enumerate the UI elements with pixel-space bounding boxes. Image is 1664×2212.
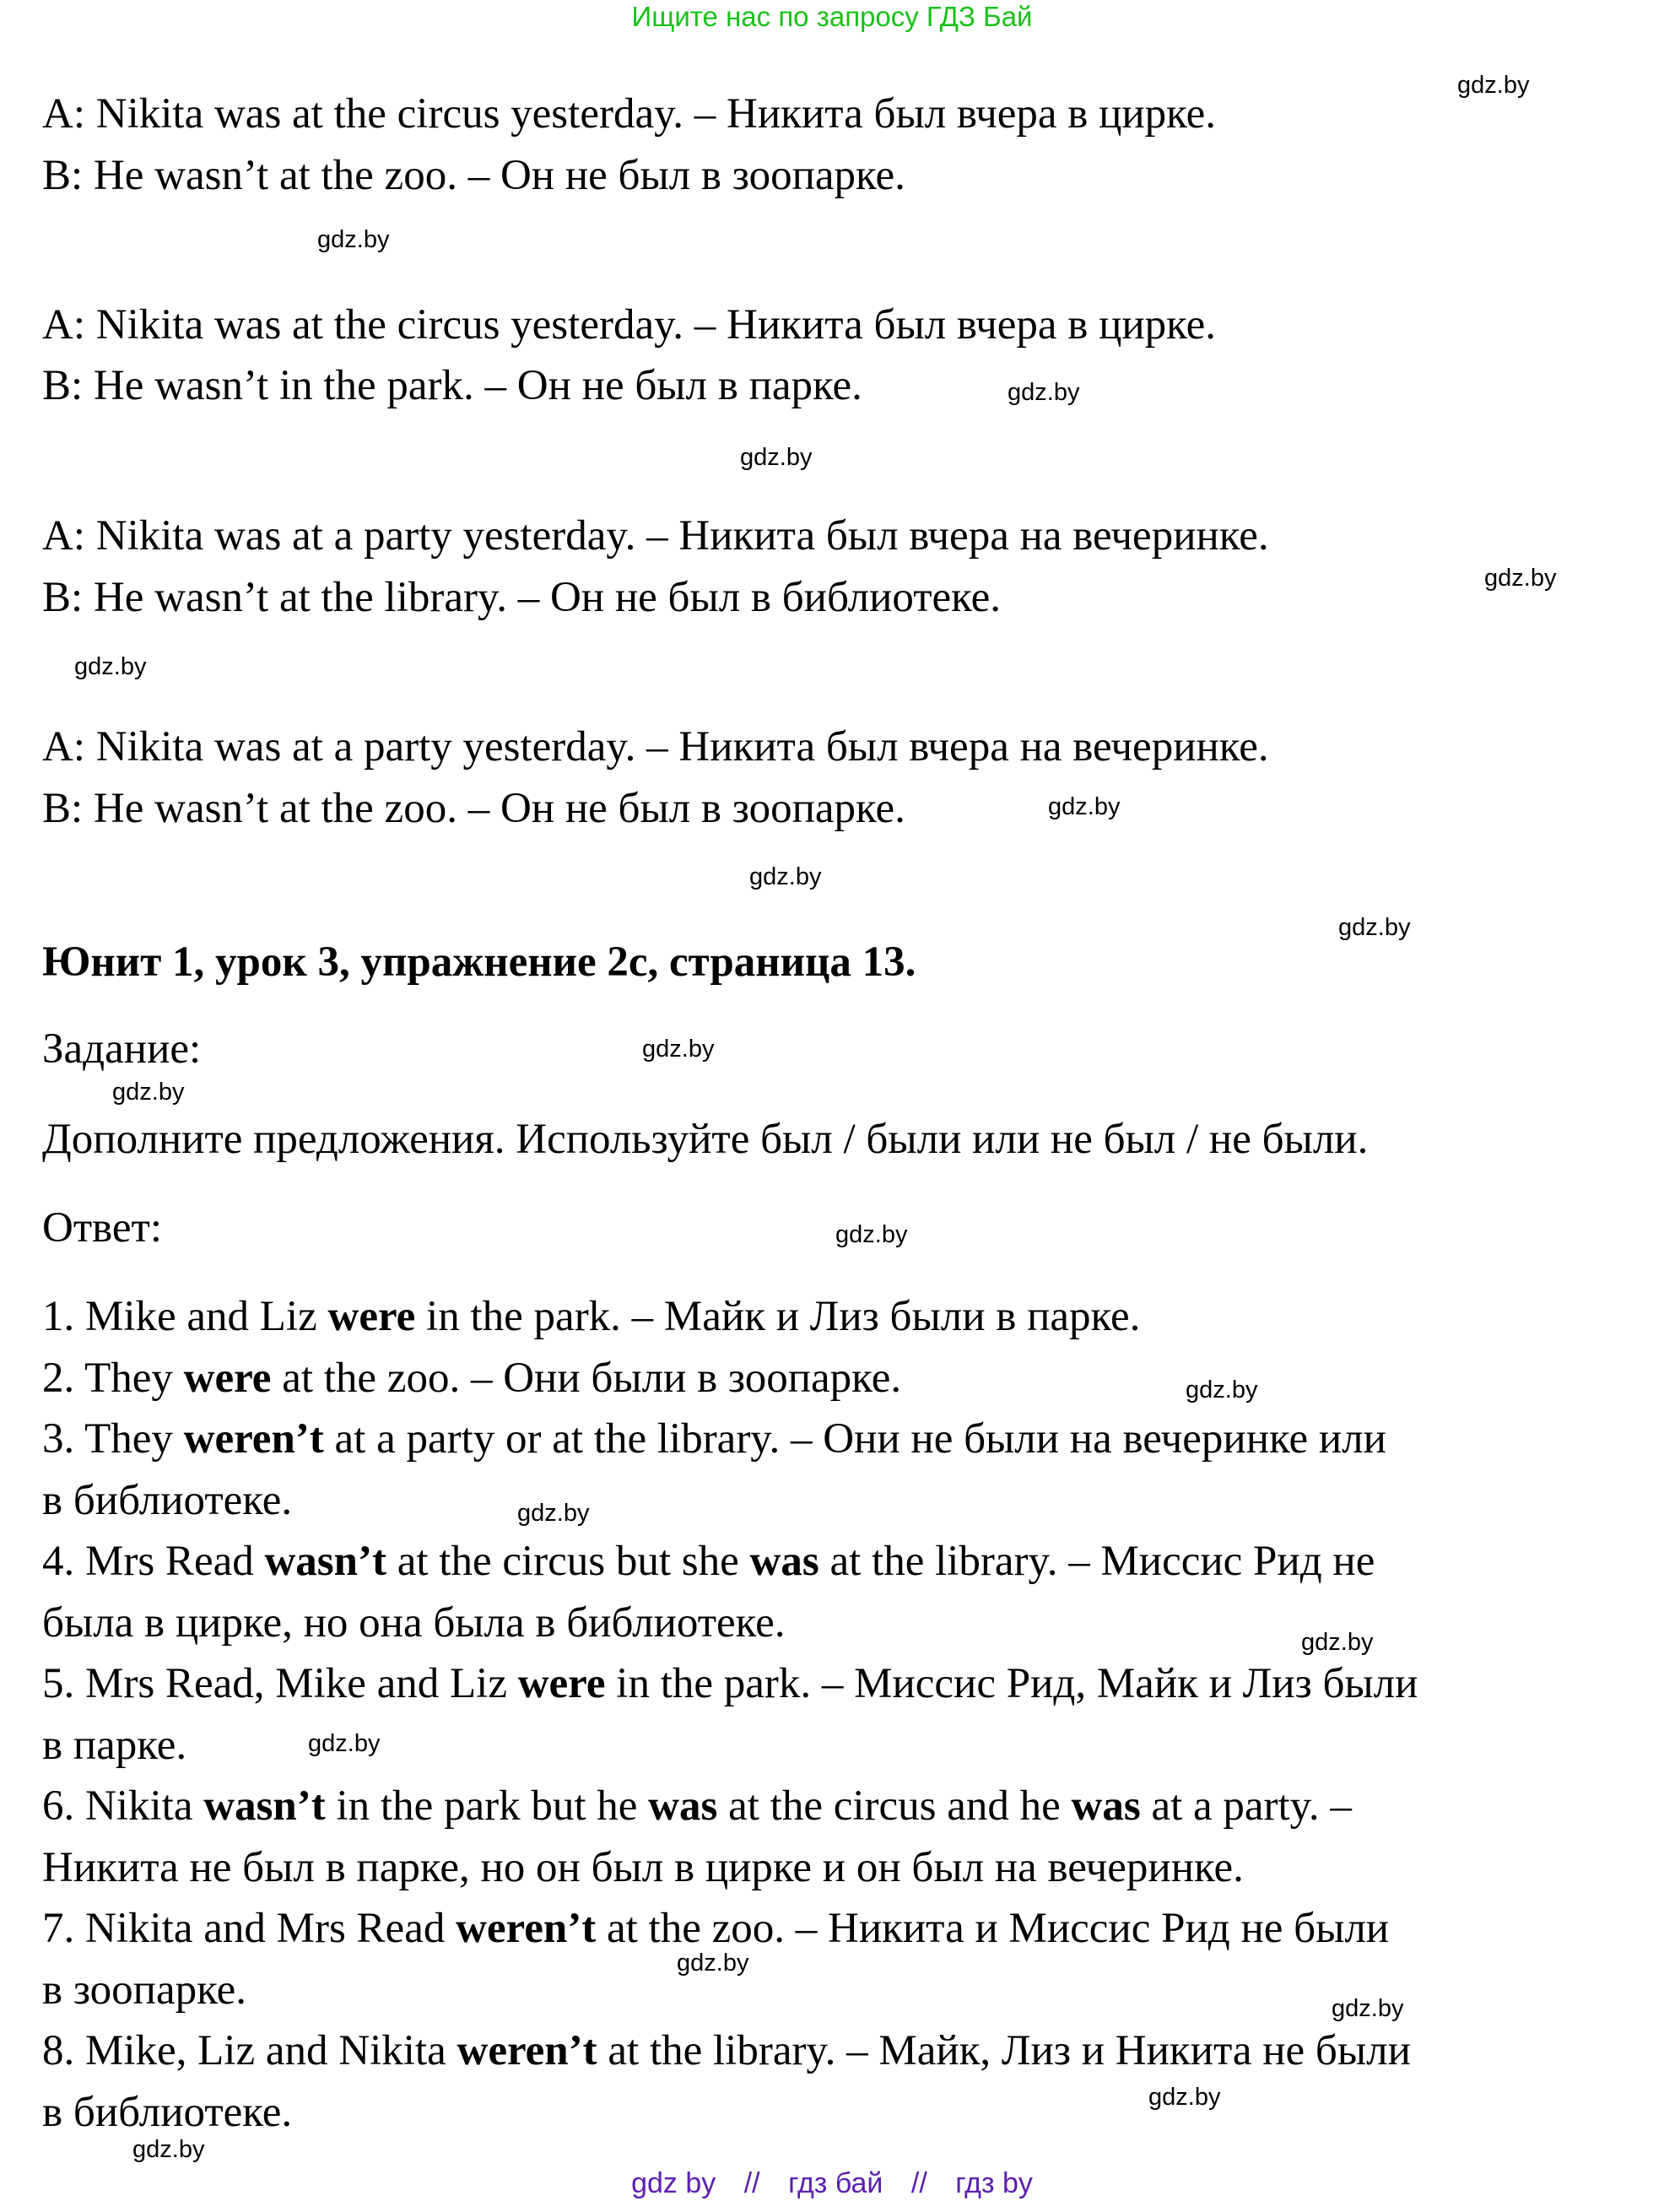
watermark-text: gdz.by (1008, 379, 1080, 406)
watermark-text: gdz.by (317, 226, 390, 253)
answer-text: at the zoo. – Никита и Миссис Рид не были (596, 1905, 1390, 1952)
answer-text: 8. Mike, Liz and Nikita (42, 2027, 457, 2074)
answer-line (42, 1903, 1389, 1954)
dialog-3-line-b: B: He wasn’t at the library. – Он не был в библиотеке. (42, 574, 1002, 621)
footer-separator: // (910, 2167, 927, 2199)
dialog-3-line-a: A: Nikita was at a party yesterday. – Никита был вчера на вечеринке. (42, 512, 1269, 560)
answer-text: 6. Nikita (42, 1782, 204, 1830)
answer-text: at the zoo. – Они были в зоопарке. (271, 1355, 902, 1402)
answer-line (42, 2025, 1411, 2076)
watermark-text: gdz.by (1332, 1995, 1404, 2022)
answer-verb: were (517, 1660, 606, 1707)
watermark-text: gdz.by (642, 1036, 715, 1063)
answer-line (42, 1475, 292, 1526)
answer-verb: was (749, 1538, 819, 1585)
footer-link[interactable]: gdz by (631, 2167, 716, 2199)
answer-text: 4. Mrs Read (42, 1538, 265, 1585)
answer-text: at the library. – Майк, Лиз и Никита не были (597, 2027, 1411, 2074)
answer-line (42, 1781, 1352, 1831)
answer-line (42, 2087, 292, 2138)
task-label: Задание: (42, 1025, 202, 1073)
answer-text: 5. Mrs Read, Mike and Liz (42, 1660, 518, 1707)
watermark-text: gdz.by (1186, 1376, 1258, 1403)
answer-line (42, 1842, 1244, 1893)
answer-text: в библиотеке. (42, 2089, 293, 2136)
answer-line (42, 1598, 786, 1648)
answer-text: at a party or at the library. – Они не были на вечеринке или (323, 1415, 1386, 1463)
watermark-text: gdz.by (1484, 565, 1557, 592)
watermark-text: gdz.by (1457, 72, 1530, 99)
top-banner: Ищите нас по запросу ГДЗ Бай (631, 1, 1033, 32)
watermark-text: gdz.by (1301, 1629, 1374, 1656)
watermark-text: gdz.by (740, 444, 813, 471)
answer-verb: wasn’t (203, 1782, 326, 1830)
dialog-2-line-b: B: He wasn’t in the park. – Он не был в парке. (42, 362, 862, 409)
answer-line (42, 1353, 901, 1403)
watermark-text: gdz.by (132, 2136, 205, 2163)
dialog-1-line-a: A: Nikita was at the circus yesterday. – Никита был вчера в цирке. (42, 90, 1217, 138)
answer-text: at the library. – Миссис Рид не (818, 1538, 1375, 1585)
watermark-text: gdz.by (308, 1730, 381, 1757)
dialog-4-line-a: A: Nikita was at a party yesterday. – Никита был вчера на вечеринке. (42, 723, 1269, 771)
watermark-text: gdz.by (1048, 793, 1121, 820)
task-text: Дополните предложения. Используйте был / были или не был / не были. (42, 1116, 1369, 1163)
section-heading: Юнит 1, урок 3, упражнение 2с, страница 13. (42, 938, 916, 986)
answer-text: in the park. – Миссис Рид, Майк и Лиз были (605, 1660, 1418, 1707)
answer-line (42, 1720, 186, 1771)
answer-text: in the park but he (325, 1782, 649, 1830)
watermark-text: gdz.by (835, 1221, 908, 1248)
answer-verb: were (183, 1355, 272, 1402)
watermark-text: gdz.by (749, 863, 822, 890)
answer-line (42, 1414, 1386, 1464)
footer-link[interactable]: гдз by (955, 2167, 1033, 2199)
answer-verb: weren’t (457, 2027, 597, 2074)
dialog-1-line-b: B: He wasn’t at the zoo. – Он не был в зоопарке. (42, 152, 905, 199)
watermark-text: gdz.by (677, 1950, 749, 1977)
answer-line (42, 1536, 1375, 1587)
answer-label: Ответ: (42, 1204, 162, 1252)
dialog-2-line-a: A: Nikita was at the circus yesterday. – Никита был вчера в цирке. (42, 301, 1217, 349)
watermark-text: gdz.by (112, 1079, 185, 1106)
answer-text: в библиотеке. (42, 1477, 293, 1524)
answer-verb: was (648, 1782, 718, 1830)
answer-text: Никита не был в парке, но он был в цирке и он был на вечеринке. (42, 1844, 1244, 1891)
answer-text: at the circus but she (386, 1538, 750, 1585)
answer-verb: weren’t (183, 1415, 324, 1463)
answer-text: at the circus and he (717, 1782, 1072, 1830)
answer-text: 2. They (42, 1355, 184, 1402)
answer-line (42, 1965, 246, 2015)
footer-links (0, 2166, 1664, 2200)
answer-verb: was (1071, 1782, 1141, 1830)
watermark-text: gdz.by (517, 1500, 590, 1527)
answer-text: in the park. – Майк и Лиз были в парке. (415, 1293, 1141, 1340)
answer-text: 7. Nikita and Mrs Read (42, 1905, 457, 1952)
answer-text: была в цирке, но она была в библиотеке. (42, 1599, 786, 1647)
footer-separator: // (743, 2167, 760, 2199)
answer-text: 1. Mike and Liz (42, 1293, 328, 1340)
answer-text: в зоопарке. (42, 1966, 247, 2014)
answer-text: 3. They (42, 1415, 184, 1463)
watermark-text: gdz.by (1338, 914, 1411, 941)
answer-verb: weren’t (456, 1905, 597, 1952)
answer-text: в парке. (42, 1722, 187, 1769)
footer-link[interactable]: гдз бай (788, 2167, 883, 2199)
watermark-text: gdz.by (74, 653, 147, 680)
answer-verb: wasn’t (264, 1538, 386, 1585)
answer-line (42, 1291, 1140, 1342)
answer-text: at a party. – (1140, 1782, 1352, 1830)
watermark-text: gdz.by (1148, 2084, 1221, 2111)
answer-line (42, 1658, 1418, 1709)
answer-verb: were (327, 1293, 416, 1340)
dialog-4-line-b: B: He wasn’t at the zoo. – Он не был в зоопарке. (42, 785, 905, 832)
